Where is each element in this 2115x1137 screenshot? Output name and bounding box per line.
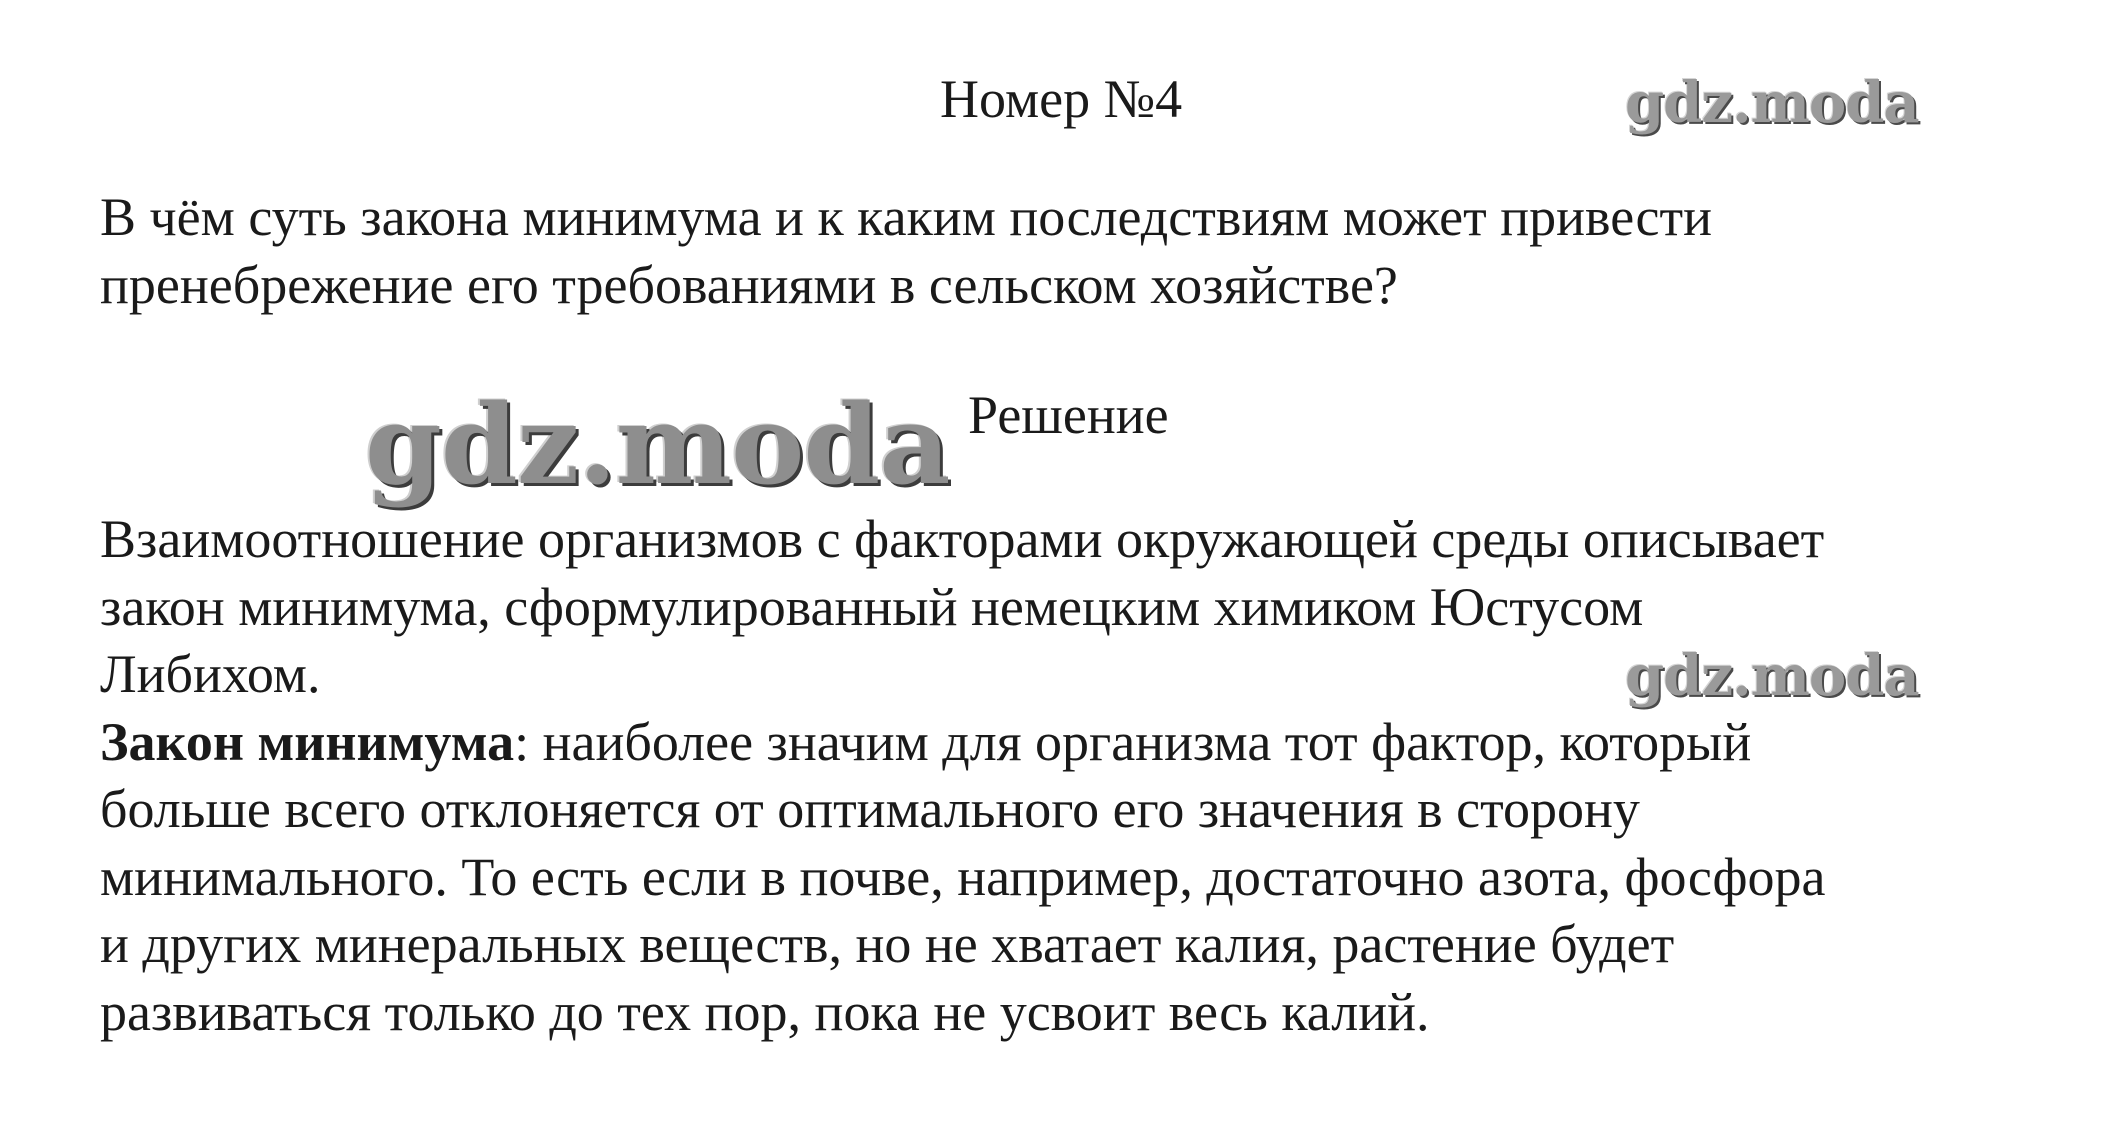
answer-text — [100, 506, 1825, 1046]
answer-line: больше всего отклоняется от оптимального его значения в сторону — [100, 779, 1640, 839]
answer-line: Либихом. — [100, 644, 321, 704]
law-term: Закон минимума — [100, 711, 515, 772]
answer-line: Взаимоотношение организмов с факторами окружающей среды описывает — [100, 509, 1825, 569]
page-title: Номер №4 — [940, 69, 1183, 129]
solution-heading: Решение — [968, 385, 1169, 445]
law-definition-line — [100, 709, 1825, 777]
watermark-logo: gdz.moda — [1625, 643, 1919, 709]
watermark-logo: gdz.moda — [365, 380, 950, 509]
watermark-logo: gdz.moda — [1625, 70, 1919, 136]
answer-line: и других минеральных веществ, но не хватает калия, растение будет — [100, 914, 1675, 974]
question-line: пренебрежение его требованиями в сельском хозяйстве? — [100, 255, 1398, 315]
answer-line: развиваться только до тех пор, пока не усвоит весь калий. — [100, 981, 1430, 1042]
answer-line: закон минимума, сформулированный немецким химиком Юстусом — [100, 576, 1644, 637]
question-text — [100, 183, 1712, 319]
law-definition: : наиболее значим для организма тот фактор, который — [514, 711, 1752, 772]
answer-line: минимального. То есть если в почве, например, достаточно азота, фосфора — [100, 846, 1826, 907]
question-line: В чём суть закона минимума и к каким последствиям может привести — [100, 187, 1712, 247]
